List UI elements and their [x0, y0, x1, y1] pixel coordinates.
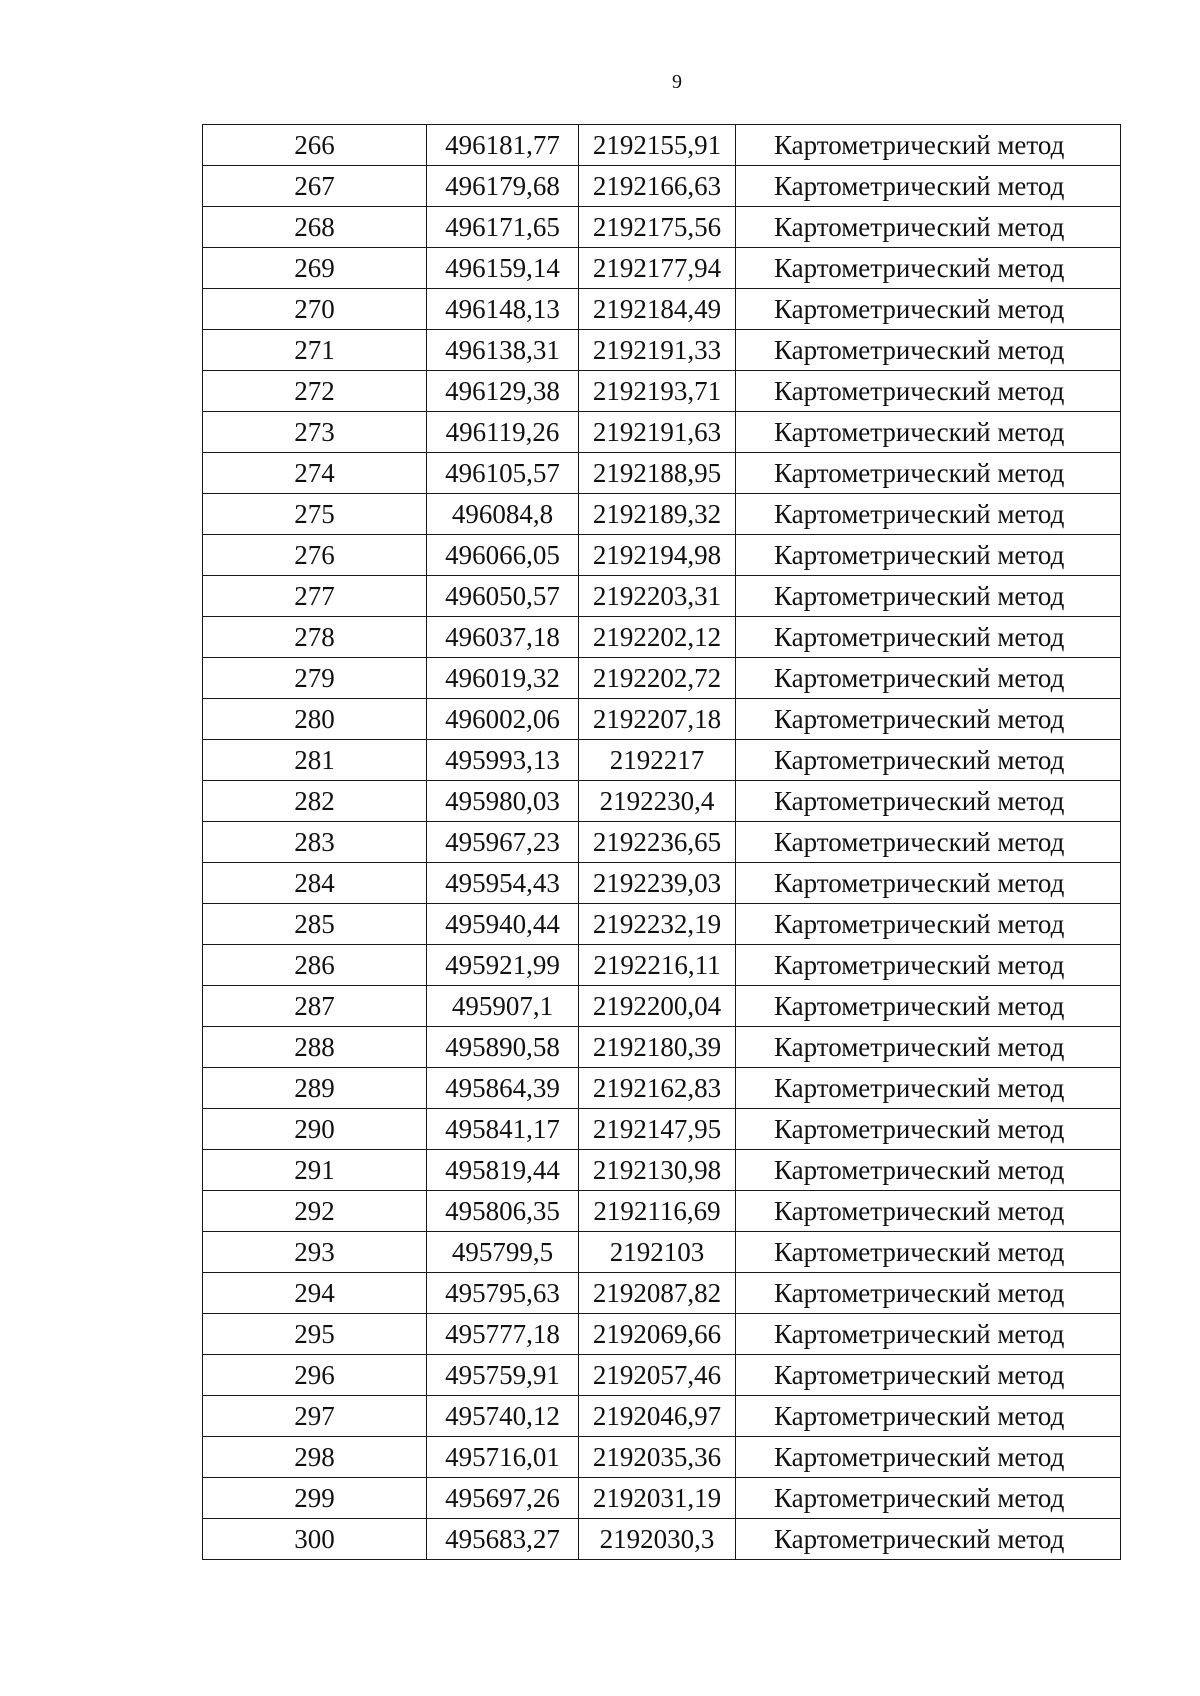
method-cell: Картометрический метод — [736, 945, 1121, 986]
point-number-cell: 281 — [203, 740, 427, 781]
coordinate-y-cell: 2192147,95 — [579, 1109, 736, 1150]
table-row — [203, 1232, 1121, 1273]
table-row — [203, 1027, 1121, 1068]
point-number-cell: 288 — [203, 1027, 427, 1068]
coordinates-table-body — [203, 125, 1121, 1560]
coordinate-x-cell: 496179,68 — [427, 166, 579, 207]
method-cell: Картометрический метод — [736, 617, 1121, 658]
method-cell: Картометрический метод — [736, 207, 1121, 248]
table-row — [203, 781, 1121, 822]
coordinate-y-cell: 2192203,31 — [579, 576, 736, 617]
point-number-cell: 278 — [203, 617, 427, 658]
coordinate-y-cell: 2192162,83 — [579, 1068, 736, 1109]
point-number-cell: 286 — [203, 945, 427, 986]
coordinate-x-cell: 496105,57 — [427, 453, 579, 494]
point-number-cell: 277 — [203, 576, 427, 617]
coordinate-x-cell: 496129,38 — [427, 371, 579, 412]
method-cell: Картометрический метод — [736, 699, 1121, 740]
coordinate-y-cell: 2192177,94 — [579, 248, 736, 289]
coordinate-x-cell: 495697,26 — [427, 1478, 579, 1519]
point-number-cell: 279 — [203, 658, 427, 699]
method-cell: Картометрический метод — [736, 658, 1121, 699]
point-number-cell: 269 — [203, 248, 427, 289]
table-row — [203, 699, 1121, 740]
point-number-cell: 297 — [203, 1396, 427, 1437]
point-number-cell: 295 — [203, 1314, 427, 1355]
table-row — [203, 945, 1121, 986]
method-cell: Картометрический метод — [736, 781, 1121, 822]
coordinate-x-cell: 496148,13 — [427, 289, 579, 330]
table-row — [203, 1396, 1121, 1437]
point-number-cell: 280 — [203, 699, 427, 740]
table-row — [203, 166, 1121, 207]
coordinate-y-cell: 2192087,82 — [579, 1273, 736, 1314]
coordinate-y-cell: 2192202,72 — [579, 658, 736, 699]
coordinate-x-cell: 495716,01 — [427, 1437, 579, 1478]
coordinate-y-cell: 2192046,97 — [579, 1396, 736, 1437]
method-cell: Картометрический метод — [736, 289, 1121, 330]
table-row — [203, 248, 1121, 289]
method-cell: Картометрический метод — [736, 371, 1121, 412]
point-number-cell: 293 — [203, 1232, 427, 1273]
coordinate-x-cell: 496119,26 — [427, 412, 579, 453]
method-cell: Картометрический метод — [736, 576, 1121, 617]
point-number-cell: 283 — [203, 822, 427, 863]
table-row — [203, 494, 1121, 535]
method-cell: Картометрический метод — [736, 330, 1121, 371]
table-row — [203, 1355, 1121, 1396]
coordinate-x-cell: 496084,8 — [427, 494, 579, 535]
coordinate-y-cell: 2192030,3 — [579, 1519, 736, 1560]
method-cell: Картометрический метод — [736, 822, 1121, 863]
method-cell: Картометрический метод — [736, 412, 1121, 453]
point-number-cell: 274 — [203, 453, 427, 494]
point-number-cell: 268 — [203, 207, 427, 248]
coordinate-y-cell: 2192230,4 — [579, 781, 736, 822]
coordinate-y-cell: 2192116,69 — [579, 1191, 736, 1232]
page-number: 9 — [672, 71, 682, 93]
coordinate-x-cell: 495795,63 — [427, 1273, 579, 1314]
table-row — [203, 1273, 1121, 1314]
method-cell: Картометрический метод — [736, 1027, 1121, 1068]
table-row — [203, 617, 1121, 658]
coordinate-y-cell: 2192103 — [579, 1232, 736, 1273]
table-row — [203, 904, 1121, 945]
method-cell: Картометрический метод — [736, 1232, 1121, 1273]
coordinate-x-cell: 495864,39 — [427, 1068, 579, 1109]
method-cell: Картометрический метод — [736, 1191, 1121, 1232]
coordinate-y-cell: 2192031,19 — [579, 1478, 736, 1519]
point-number-cell: 290 — [203, 1109, 427, 1150]
coordinate-x-cell: 495819,44 — [427, 1150, 579, 1191]
coordinate-x-cell: 496159,14 — [427, 248, 579, 289]
point-number-cell: 276 — [203, 535, 427, 576]
coordinate-x-cell: 495740,12 — [427, 1396, 579, 1437]
coordinate-y-cell: 2192239,03 — [579, 863, 736, 904]
method-cell: Картометрический метод — [736, 1273, 1121, 1314]
point-number-cell: 289 — [203, 1068, 427, 1109]
coordinate-y-cell: 2192175,56 — [579, 207, 736, 248]
point-number-cell: 299 — [203, 1478, 427, 1519]
coordinate-x-cell: 495980,03 — [427, 781, 579, 822]
coordinate-y-cell: 2192236,65 — [579, 822, 736, 863]
method-cell: Картометрический метод — [736, 863, 1121, 904]
method-cell: Картометрический метод — [736, 1478, 1121, 1519]
coordinate-y-cell: 2192202,12 — [579, 617, 736, 658]
coordinate-y-cell: 2192057,46 — [579, 1355, 736, 1396]
method-cell: Картометрический метод — [736, 1314, 1121, 1355]
coordinate-y-cell: 2192232,19 — [579, 904, 736, 945]
coordinate-x-cell: 495967,23 — [427, 822, 579, 863]
coordinate-y-cell: 2192184,49 — [579, 289, 736, 330]
coordinate-x-cell: 496002,06 — [427, 699, 579, 740]
coordinate-x-cell: 495890,58 — [427, 1027, 579, 1068]
point-number-cell: 282 — [203, 781, 427, 822]
table-row — [203, 576, 1121, 617]
table-row — [203, 1478, 1121, 1519]
table-row — [203, 1109, 1121, 1150]
coordinate-y-cell: 2192166,63 — [579, 166, 736, 207]
table-row — [203, 535, 1121, 576]
point-number-cell: 271 — [203, 330, 427, 371]
coordinate-y-cell: 2192188,95 — [579, 453, 736, 494]
method-cell: Картометрический метод — [736, 740, 1121, 781]
coordinate-x-cell: 495954,43 — [427, 863, 579, 904]
coordinate-y-cell: 2192069,66 — [579, 1314, 736, 1355]
table-row — [203, 207, 1121, 248]
method-cell: Картометрический метод — [736, 1519, 1121, 1560]
point-number-cell: 285 — [203, 904, 427, 945]
table-row — [203, 371, 1121, 412]
table-row — [203, 1150, 1121, 1191]
coordinate-x-cell: 496066,05 — [427, 535, 579, 576]
coordinate-y-cell: 2192191,63 — [579, 412, 736, 453]
coordinate-y-cell: 2192216,11 — [579, 945, 736, 986]
table-row — [203, 863, 1121, 904]
coordinate-y-cell: 2192189,32 — [579, 494, 736, 535]
coordinate-x-cell: 496037,18 — [427, 617, 579, 658]
table-row — [203, 412, 1121, 453]
table-row — [203, 125, 1121, 166]
coordinate-x-cell: 496181,77 — [427, 125, 579, 166]
method-cell: Картометрический метод — [736, 904, 1121, 945]
method-cell: Картометрический метод — [736, 535, 1121, 576]
method-cell: Картометрический метод — [736, 1068, 1121, 1109]
coordinate-x-cell: 495759,91 — [427, 1355, 579, 1396]
coordinate-y-cell: 2192191,33 — [579, 330, 736, 371]
coordinate-y-cell: 2192193,71 — [579, 371, 736, 412]
point-number-cell: 296 — [203, 1355, 427, 1396]
point-number-cell: 284 — [203, 863, 427, 904]
coordinate-x-cell: 495799,5 — [427, 1232, 579, 1273]
table-row — [203, 1437, 1121, 1478]
coordinate-x-cell: 495993,13 — [427, 740, 579, 781]
method-cell: Картометрический метод — [736, 248, 1121, 289]
method-cell: Картометрический метод — [736, 1109, 1121, 1150]
coordinates-table — [202, 124, 1121, 1560]
method-cell: Картометрический метод — [736, 125, 1121, 166]
coordinate-x-cell: 495940,44 — [427, 904, 579, 945]
point-number-cell: 275 — [203, 494, 427, 535]
coordinate-x-cell: 495683,27 — [427, 1519, 579, 1560]
method-cell: Картометрический метод — [736, 1437, 1121, 1478]
method-cell: Картометрический метод — [736, 1396, 1121, 1437]
table-row — [203, 1191, 1121, 1232]
table-row — [203, 822, 1121, 863]
point-number-cell: 266 — [203, 125, 427, 166]
coordinate-y-cell: 2192217 — [579, 740, 736, 781]
coordinate-y-cell: 2192035,36 — [579, 1437, 736, 1478]
method-cell: Картометрический метод — [736, 166, 1121, 207]
coordinate-x-cell: 495806,35 — [427, 1191, 579, 1232]
coordinate-x-cell: 496050,57 — [427, 576, 579, 617]
table-row — [203, 289, 1121, 330]
method-cell: Картометрический метод — [736, 453, 1121, 494]
method-cell: Картометрический метод — [736, 986, 1121, 1027]
point-number-cell: 267 — [203, 166, 427, 207]
point-number-cell: 292 — [203, 1191, 427, 1232]
table-row — [203, 986, 1121, 1027]
table-row — [203, 1314, 1121, 1355]
table-row — [203, 453, 1121, 494]
point-number-cell: 273 — [203, 412, 427, 453]
coordinate-x-cell: 495907,1 — [427, 986, 579, 1027]
table-row — [203, 658, 1121, 699]
point-number-cell: 294 — [203, 1273, 427, 1314]
point-number-cell: 300 — [203, 1519, 427, 1560]
coordinate-y-cell: 2192130,98 — [579, 1150, 736, 1191]
coordinate-x-cell: 496019,32 — [427, 658, 579, 699]
coordinate-x-cell: 496171,65 — [427, 207, 579, 248]
coordinate-x-cell: 495841,17 — [427, 1109, 579, 1150]
coordinate-y-cell: 2192155,91 — [579, 125, 736, 166]
coordinate-x-cell: 495921,99 — [427, 945, 579, 986]
point-number-cell: 270 — [203, 289, 427, 330]
coordinate-y-cell: 2192194,98 — [579, 535, 736, 576]
coordinate-y-cell: 2192200,04 — [579, 986, 736, 1027]
table-row — [203, 740, 1121, 781]
method-cell: Картометрический метод — [736, 1150, 1121, 1191]
method-cell: Картометрический метод — [736, 1355, 1121, 1396]
coordinate-y-cell: 2192180,39 — [579, 1027, 736, 1068]
point-number-cell: 291 — [203, 1150, 427, 1191]
table-row — [203, 1068, 1121, 1109]
point-number-cell: 272 — [203, 371, 427, 412]
coordinate-x-cell: 496138,31 — [427, 330, 579, 371]
table-row — [203, 330, 1121, 371]
coordinate-y-cell: 2192207,18 — [579, 699, 736, 740]
point-number-cell: 287 — [203, 986, 427, 1027]
coordinate-x-cell: 495777,18 — [427, 1314, 579, 1355]
method-cell: Картометрический метод — [736, 494, 1121, 535]
table-row — [203, 1519, 1121, 1560]
point-number-cell: 298 — [203, 1437, 427, 1478]
